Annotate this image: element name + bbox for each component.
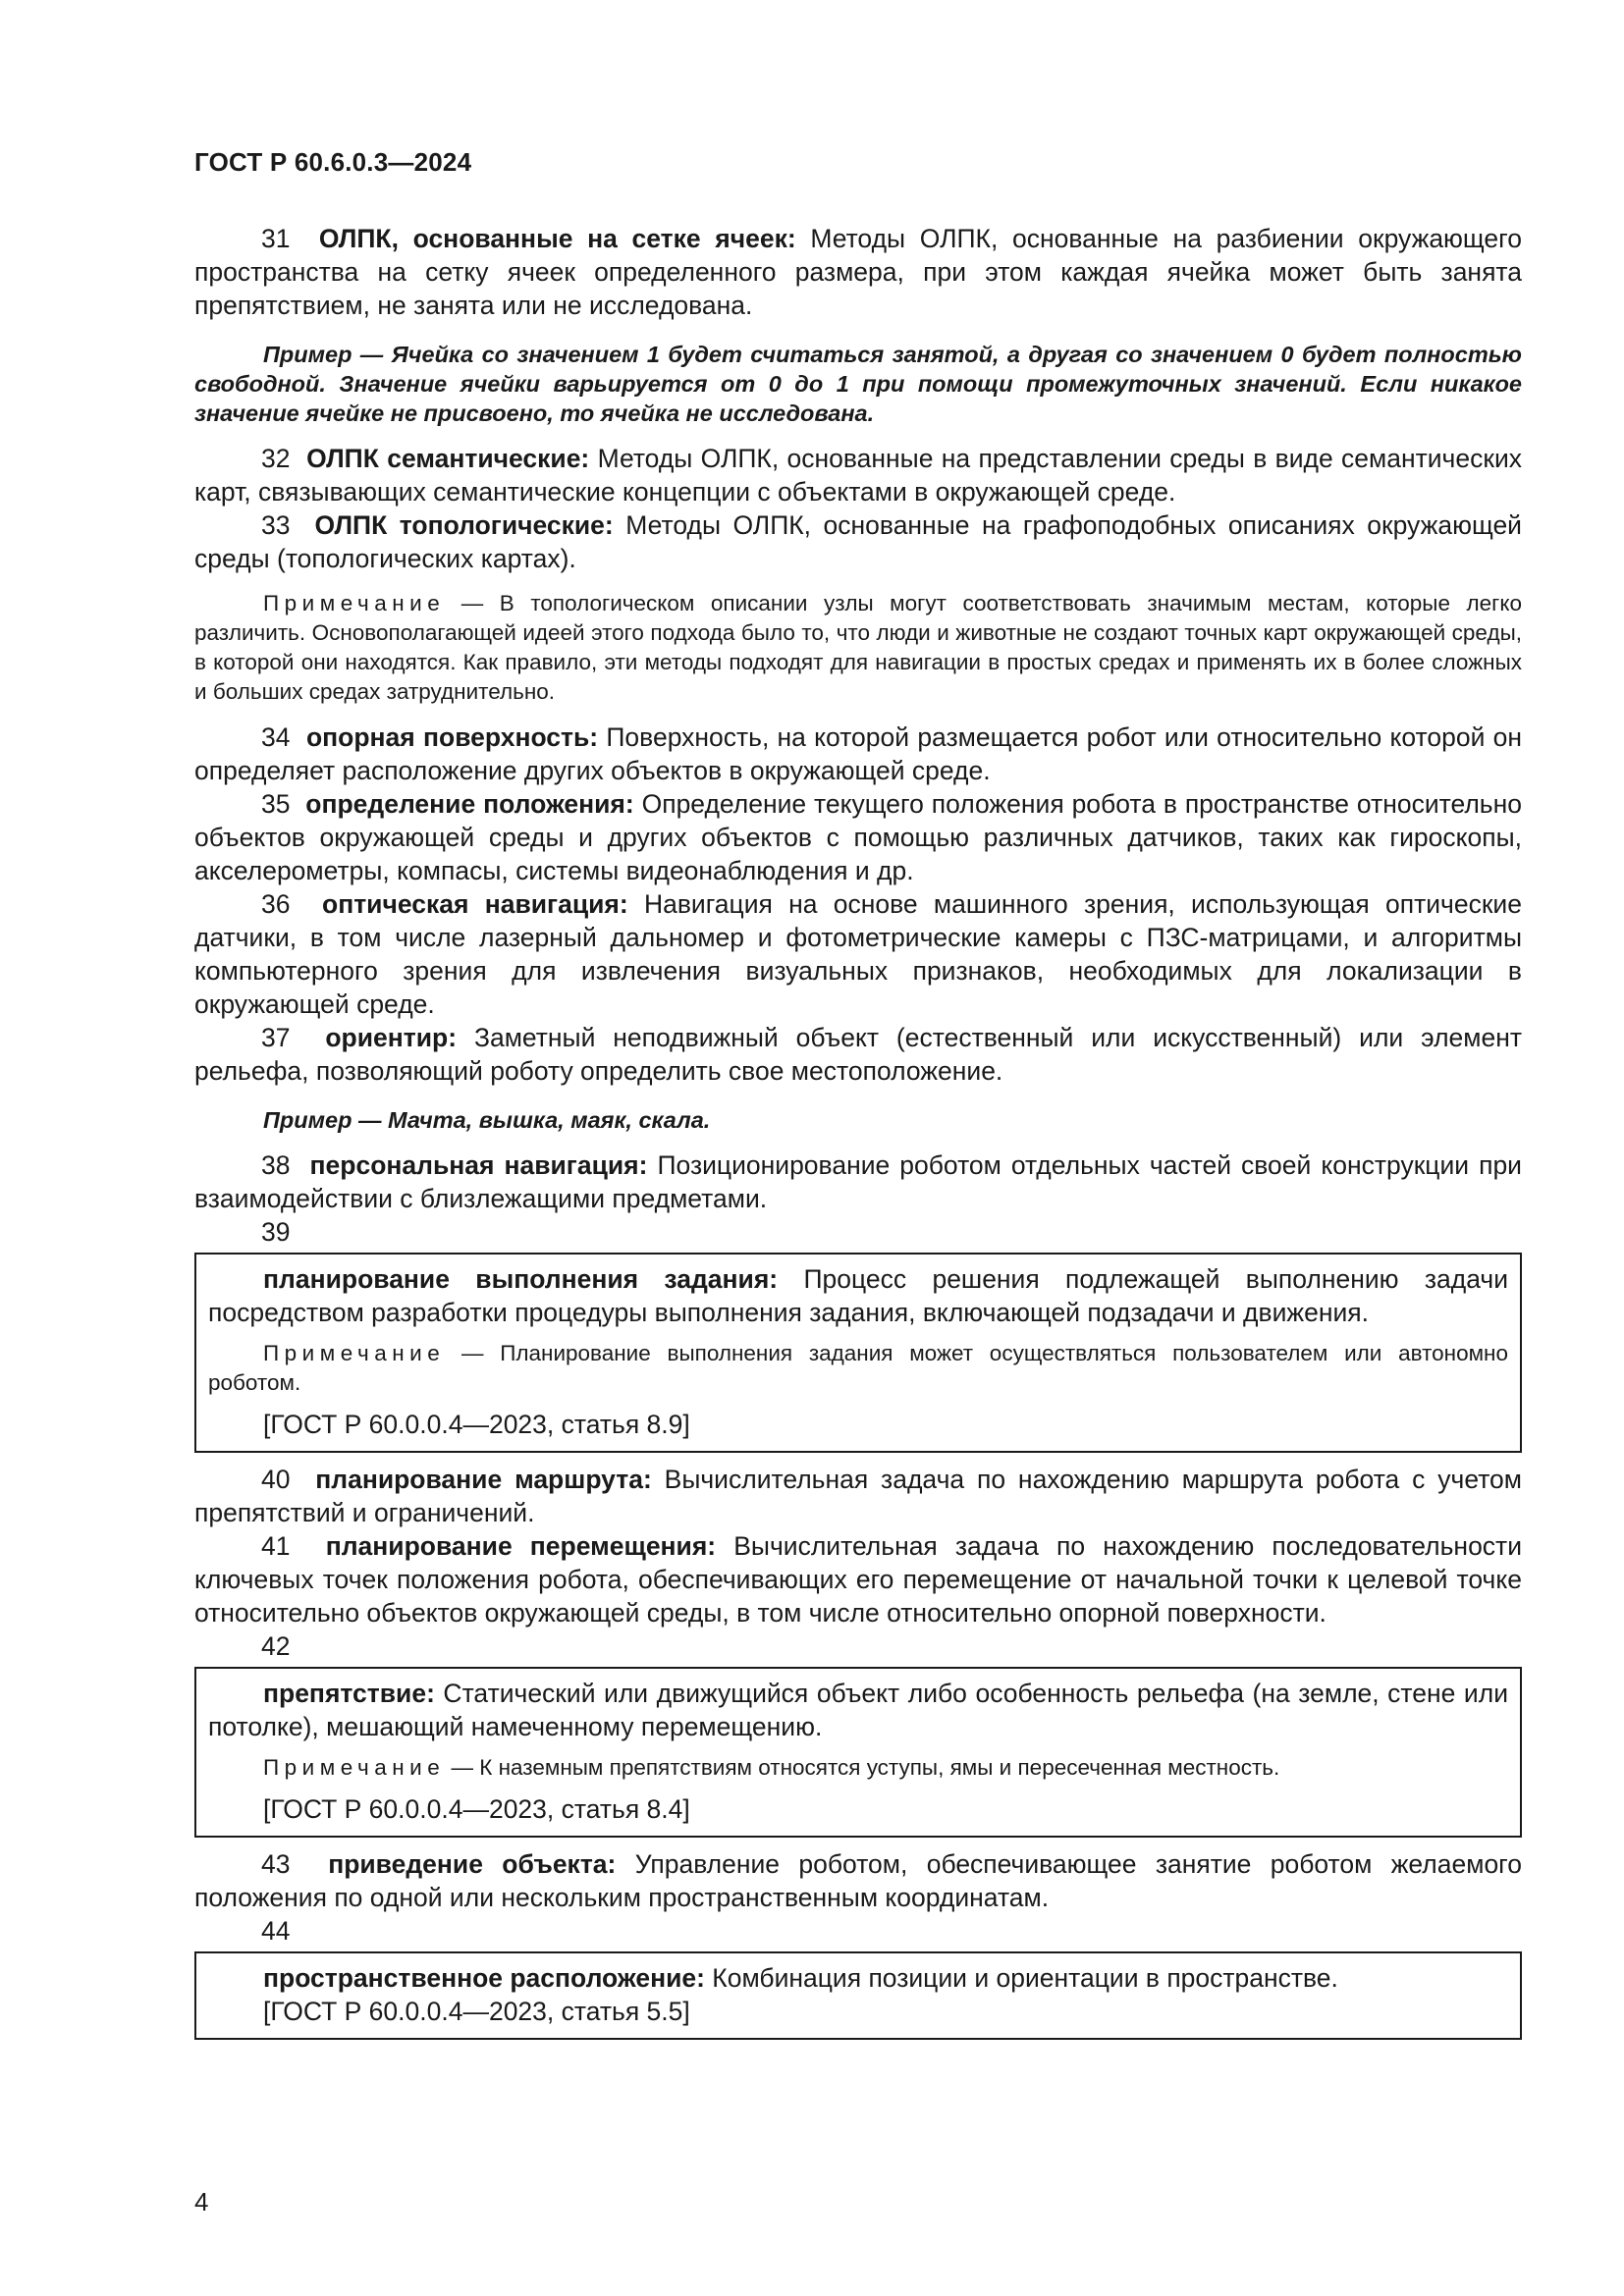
term-32: ОЛПК семантические: [306, 444, 590, 473]
term-42: препятствие: [263, 1679, 435, 1708]
term-entry-33: 33 ОЛПК топологические: Методы ОЛПК, основанные на графоподобных описаниях окружающей среды (топологических картах). [194, 510, 1522, 573]
term-entry-41: 41 планирование перемещения: Вычислительная задача по нахождению последовательности ключевых точек положения робота, обеспечивающих его перемещение от начальной точки к целевой точке относительно объектов окружающей среды, в том числе относительно опорной поверхности. [194, 1531, 1522, 1628]
term-39: планирование выполнения задания: [263, 1264, 779, 1294]
term-entry-44: пространственное расположение: Комбинация позиции и ориентации в пространстве. [263, 1963, 1338, 1993]
source-42: [ГОСТ Р 60.0.0.4—2023, статья 8.4] [263, 1794, 690, 1824]
term-entry-32: 32 ОЛПК семантические: Методы ОЛПК, основанные на представлении среды в виде семантических карт, связывающих семантические концепции с объектами в окружающей среде. [194, 444, 1522, 507]
note-33: Примечание — В топологическом описании узлы могут соответствовать значимым местам, которые легко различить. Основополагающей идеей этого подхода было то, что люди и животные не создают точных карт окружающей среды, в которой они находятся. Как правило, эти методы подходят для навигации в простых средах и применять их в более сложных и больших средах затруднительно. [194, 591, 1522, 704]
term-entry-34: 34 опорная поверхность: Поверхность, на которой размещается робот или относительно которой он определяет расположение других объектов в окружающей среде. [194, 722, 1523, 785]
term-box-42 [194, 1667, 1522, 1838]
term-entry-40: 40 планирование маршрута: Вычислительная задача по нахождению маршрута робота с учетом препятствий и ограничений. [194, 1465, 1522, 1527]
term-38: персональная навигация: [309, 1150, 648, 1180]
term-number-44: 44 [261, 1916, 291, 1946]
document-header: ГОСТ Р 60.6.0.3—2024 [194, 147, 472, 177]
term-33: ОЛПК топологические: [314, 510, 614, 540]
term-entry-42: препятствие: Статический или движущийся объект либо особенность рельефа (на земле, стене или потолке), мешающий намеченному перемещению. [208, 1679, 1508, 1741]
term-number-42: 42 [261, 1631, 291, 1661]
source-39: [ГОСТ Р 60.0.0.4—2023, статья 8.9] [263, 1410, 690, 1439]
term-entry-38: 38 персональная навигация: Позиционирование роботом отдельных частей своей конструкции при взаимодействии с близлежащими предметами. [194, 1150, 1522, 1213]
example-37: Пример — Мачта, вышка, маяк, скала. [263, 1107, 711, 1133]
term-box-44 [194, 1951, 1522, 2040]
term-36: оптическая навигация: [322, 889, 628, 919]
term-31: ОЛПК, основанные на сетке ячеек: [318, 224, 796, 253]
page-number: 4 [194, 2187, 209, 2216]
term-box-39 [194, 1253, 1522, 1453]
term-entry-37: 37 ориентир: Заметный неподвижный объект (естественный или искусственный) или элемент рельефа, позволяющий роботу определить свое местоположение. [194, 1023, 1522, 1086]
term-35: определение положения: [305, 789, 634, 819]
term-entry-31: 31 ОЛПК, основанные на сетке ячеек: Методы ОЛПК, основанные на разбиении окружающего пространства на сетку ячеек определенного размера, при этом каждая ячейка может быть занята препятствием, не занята или не исследована. [194, 224, 1522, 320]
term-43: приведение объекта: [328, 1849, 617, 1879]
note-39: Примечание — Планирование выполнения задания может осуществляться пользователем или автономно роботом. [208, 1341, 1508, 1395]
document-body [194, 222, 1522, 2050]
term-34: опорная поверхность: [305, 722, 599, 752]
note-42: Примечание — К наземным препятствиям относятся уступы, ямы и пересеченная местность. [263, 1755, 1280, 1780]
term-40: планирование маршрута: [315, 1465, 652, 1494]
term-entry-36: 36 оптическая навигация: Навигация на основе машинного зрения, использующая оптические датчики, в том числе лазерный дальномер и фотометрические камеры с ПЗС-матрицами, и алгоритмы компьютерного зрения для извлечения визуальных признаков, необходимых для локализации в окружающей среде. [194, 889, 1522, 1019]
term-number-39: 39 [261, 1217, 291, 1247]
term-entry-35: 35 определение положения: Определение текущего положения робота в пространстве относительно объектов окружающей среды и других объектов с помощью различных датчиков, таких как гироскопы, акселерометры, компасы, системы видеонаблюдения и др. [194, 789, 1522, 885]
term-41: планирование перемещения: [325, 1531, 717, 1561]
term-37: ориентир: [325, 1023, 458, 1052]
term-entry-43: 43 приведение объекта: Управление роботом, обеспечивающее занятие роботом желаемого положения по одной или нескольким пространственным координатам. [194, 1849, 1523, 1912]
term-entry-39: планирование выполнения задания: Процесс решения подлежащей выполнению задачи посредством разработки процедуры выполнения задания, включающей подзадачи и движения. [208, 1264, 1508, 1327]
example-31: Пример — Ячейка со значением 1 будет считаться занятой, а другая со значением 0 будет полностью свободной. Значение ячейки варьируется от 0 до 1 при помощи промежуточных значений. Если никакое значение ячейке не присвоено, то ячейка не исследована. [194, 342, 1522, 426]
source-44: [ГОСТ Р 60.0.0.4—2023, статья 5.5] [263, 1997, 690, 2026]
term-44: пространственное расположение: [263, 1963, 705, 1993]
